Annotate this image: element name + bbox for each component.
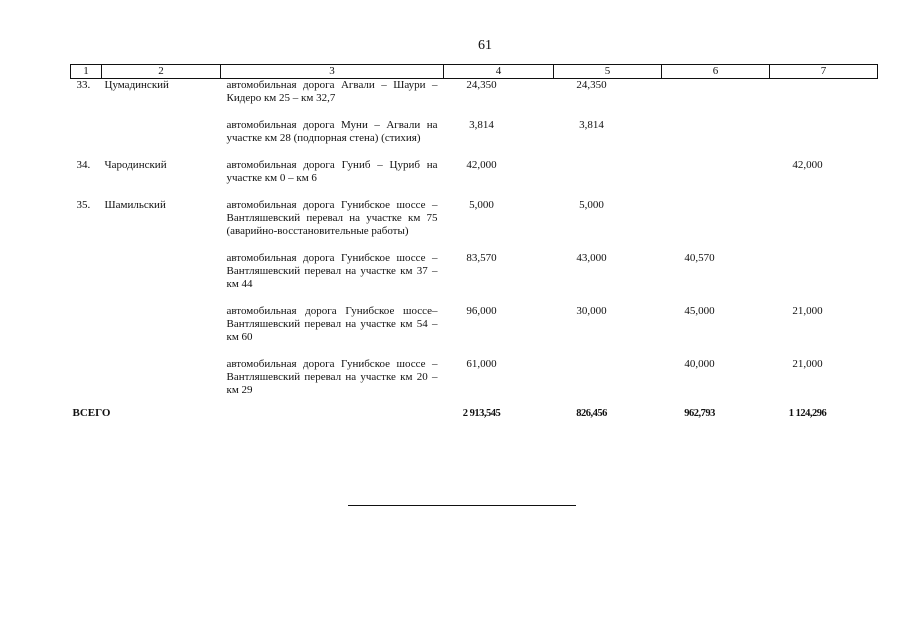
total-col-4: 2 913,545 [462, 408, 501, 419]
budget-table-container [70, 64, 877, 420]
value-col-4: 61,000 [466, 358, 497, 370]
row-number [71, 252, 101, 291]
total-col-6: 962,793 [684, 408, 715, 419]
road-description: автомобильная дорога Гунибское шоссе – Вантляшевский перевал на участке км 20 – км 29 [226, 358, 438, 396]
row-spacer [71, 344, 878, 358]
header-col-5: 5 [554, 65, 662, 79]
district-name [101, 305, 221, 344]
road-description: автомобильная дорога Гунибское шоссе–Вантляшевский перевал на участке км 54 – км 60 [226, 305, 438, 343]
row-number [71, 358, 101, 397]
value-col-4: 3,814 [469, 119, 494, 131]
row-spacer [71, 105, 878, 119]
table-row [71, 252, 878, 291]
value-col-6: 40,570 [684, 252, 715, 264]
value-col-7: 21,000 [792, 358, 823, 370]
row-spacer [71, 291, 878, 305]
budget-table [70, 64, 878, 420]
row-number [71, 305, 101, 344]
value-col-5: 43,000 [576, 252, 607, 264]
row-number: 34. [76, 159, 91, 171]
total-col-5: 826,456 [576, 408, 607, 419]
header-col-6: 6 [662, 65, 770, 79]
value-col-5: 3,814 [579, 119, 604, 131]
district-name [101, 252, 221, 291]
row-number [71, 119, 101, 145]
table-row [71, 305, 878, 344]
value-col-4: 5,000 [469, 199, 494, 211]
value-col-4: 42,000 [466, 159, 497, 171]
value-col-6: 45,000 [684, 305, 715, 317]
closing-rule-divider [348, 505, 576, 506]
table-row [71, 79, 878, 106]
district-name: Цумадинский [104, 79, 169, 91]
row-number: 35. [76, 199, 91, 211]
value-col-6: 40,000 [684, 358, 715, 370]
road-description: автомобильная дорога Гунибское шоссе – Вантляшевский перевал на участке км 75 (аварийно-восстановительные работы) [226, 199, 438, 237]
district-name [101, 119, 221, 145]
total-desc-empty [221, 407, 444, 420]
value-col-5: 5,000 [579, 199, 604, 211]
district-name [101, 358, 221, 397]
road-description: автомобильная дорога Муни – Агвали на участке км 28 (подпорная стена) (стихия) [226, 119, 438, 144]
value-col-4: 83,570 [466, 252, 497, 264]
road-description: автомобильная дорога Гунибское шоссе – Вантляшевский перевал на участке км 37 – км 44 [226, 252, 438, 290]
total-col-7: 1 124,296 [788, 408, 827, 419]
road-description: автомобильная дорога Гуниб – Цуриб на участке км 0 – км 6 [226, 159, 438, 184]
header-col-3: 3 [221, 65, 444, 79]
table-row [71, 159, 878, 185]
header-col-2: 2 [158, 65, 164, 77]
header-col-7: 7 [770, 65, 878, 79]
header-col-4: 4 [444, 65, 554, 79]
road-description: автомобильная дорога Агвали – Шаури – Кидеро км 25 – км 32,7 [226, 79, 438, 104]
row-spacer [71, 145, 878, 159]
table-row [71, 199, 878, 238]
table-row [71, 358, 878, 397]
value-col-5: 30,000 [576, 305, 607, 317]
value-col-4: 24,350 [466, 79, 497, 91]
value-col-7: 21,000 [792, 305, 823, 317]
total-label: ВСЕГО [72, 407, 111, 419]
total-row [71, 407, 878, 420]
value-col-4: 96,000 [466, 305, 497, 317]
district-name: Шамильский [104, 199, 166, 211]
row-spacer [71, 238, 878, 252]
table-row [71, 119, 878, 145]
value-col-5: 24,350 [576, 79, 607, 91]
row-number: 33. [76, 79, 91, 91]
row-spacer [71, 185, 878, 199]
value-col-7: 42,000 [792, 159, 823, 171]
column-number-header-row [71, 65, 878, 79]
row-spacer [71, 397, 878, 407]
header-col-1: 1 [71, 65, 102, 78]
header-cell-1-2 [71, 65, 221, 79]
district-name: Чародинский [104, 159, 167, 171]
page-number: 61 [478, 38, 492, 53]
